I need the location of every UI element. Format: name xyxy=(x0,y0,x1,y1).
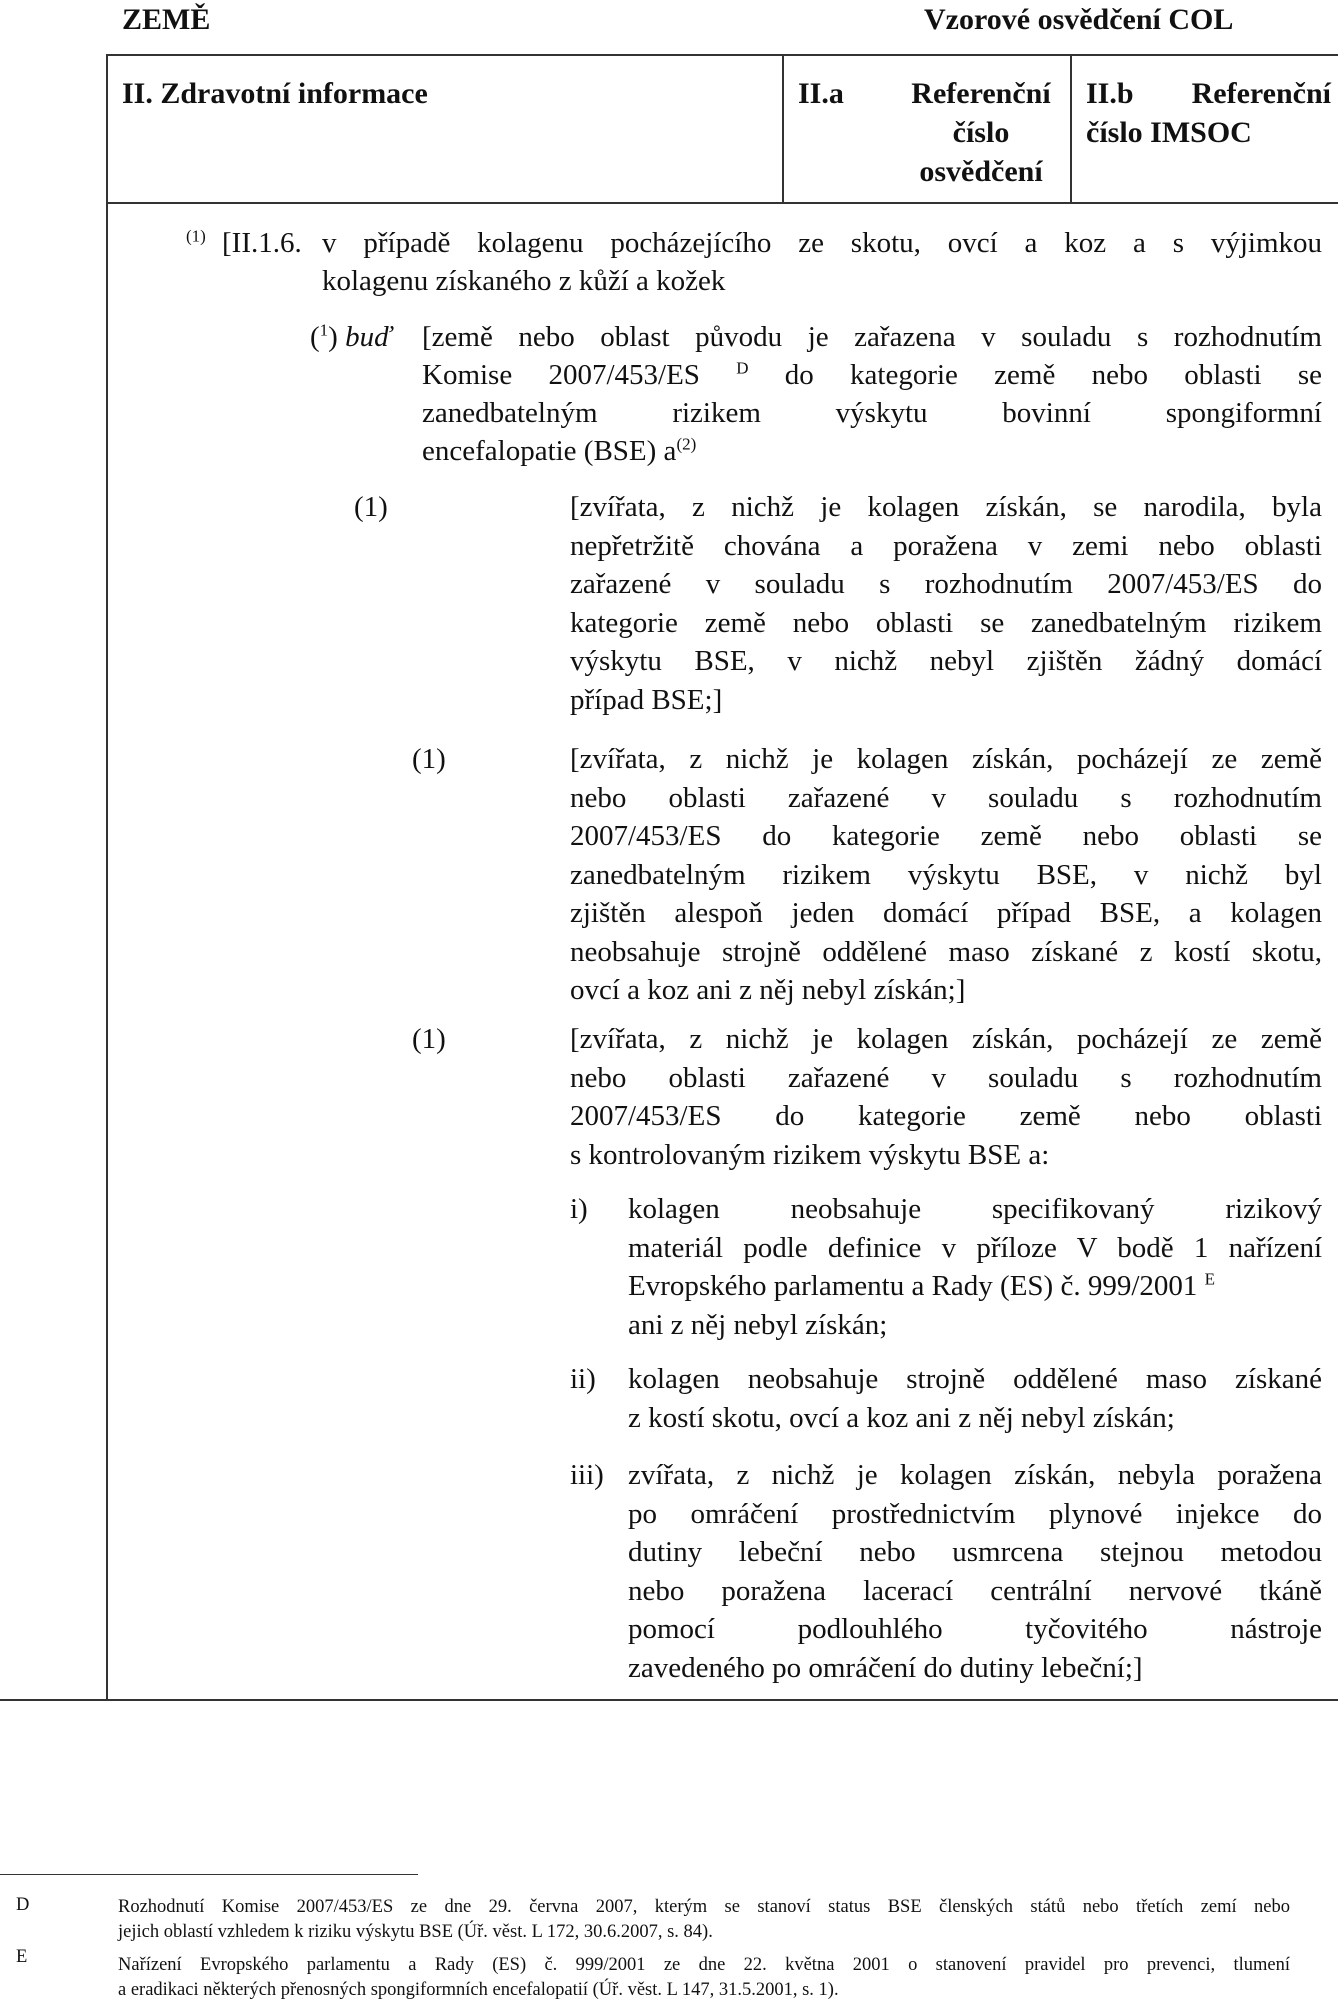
box-bottom-rule xyxy=(0,1699,1338,1701)
either-line: Komise 2007/453/ES $^D$ do kategorie země nebo oblasti se xyxy=(422,358,1322,391)
clause-ref-sup: (1) xyxy=(186,226,206,246)
option-ref: (1) xyxy=(412,1023,446,1055)
footnote-marker: D xyxy=(16,1895,30,1915)
box-left-border xyxy=(106,54,108,1700)
clause-number: [II.1.6. xyxy=(222,227,302,259)
either-word: buď xyxy=(345,321,392,353)
footnote-ref-2: (2) xyxy=(676,434,697,454)
col-a-code: II.a xyxy=(798,77,844,110)
footnote-separator xyxy=(0,1874,418,1875)
subitem-label: ii) xyxy=(570,1363,596,1395)
header-top-rule xyxy=(106,54,1338,56)
model-certificate-title: Vzorové osvědčení COL xyxy=(924,3,1234,36)
option-text: [zvířata, z nichž je kolagen získán, se narodila, byla nepřetržitě chována a poražena v zemi nebo oblasti zařazené v souladu s rozhodnutím 2007/453/ES do kategorie země nebo oblasti se zanedbatelným rizikem výskytu BSE, v nichž nebyl zjištěn žádný domácí případ BSE;] xyxy=(570,491,1322,716)
either-line: encefalopatie (BSE) $a^{(2)}$ xyxy=(422,434,697,467)
either-line: zanedbatelným rizikem výskytu bovinní spongiformní xyxy=(422,397,1322,429)
col-a-label: Referenční číslo osvědčení xyxy=(911,77,1051,188)
option-ref: (1) xyxy=(412,743,446,775)
either-line: [země nebo oblast původu je zařazena v souladu s rozhodnutím xyxy=(422,321,1322,353)
option-text: [zvířata, z nichž je kolagen získán, pocházejí ze země nebo oblasti zařazené v souladu s rozhodnutím 2007/453/ES do kategorie země nebo oblasti s kontrolovaným rizikem výskytu BSE a: xyxy=(570,1023,1322,1171)
footnote-ref-e: E xyxy=(1204,1269,1216,1289)
subitem-text: zvířata, z nichž je kolagen získán, nebyla poražena po omráčení prostřednictvím plynové injekce do dutiny lebeční nebo usmrcena stejnou metodou nebo poražena lacerací centrální nervové tkáně pomocí podlouhlého tyčovitého nástroje zavedeného po omráčení do dutiny lebeční;] xyxy=(628,1459,1322,1684)
either-ref: ($^1$) buď xyxy=(310,320,392,353)
subitem-text: kolagen neobsahuje strojně oddělené maso získané z kostí skotu, ovcí a koz ani z něj nebyl získán; xyxy=(628,1363,1322,1434)
option-ref: (1) xyxy=(354,491,388,523)
header-divider-a xyxy=(782,54,784,203)
country-label: ZEMĚ xyxy=(122,3,211,36)
subitem-label: i) xyxy=(570,1193,588,1225)
footnote-text: Rozhodnutí Komise 2007/453/ES ze dne 29. června 2007, kterým se stanoví status BSE členských států nebo třetích zemí nebo jejich oblastí vzhledem k riziku výskytu BSE (Úř. věst. L 172, 30.6.2007, s. 84). xyxy=(118,1897,1290,1942)
footnote-marker: E xyxy=(16,1947,28,1967)
subitem-label: iii) xyxy=(570,1459,604,1491)
option-text: [zvířata, z nichž je kolagen získán, pocházejí ze země nebo oblasti zařazené v souladu s rozhodnutím 2007/453/ES do kategorie země nebo oblasti se zanedbatelným rizikem výskytu BSE, v nichž byl zjištěn alespoň jeden domácí případ BSE, a kolagen neobsahuje strojně oddělené maso získané z kostí skotu, ovcí a koz ani z něj nebyl získán;] xyxy=(570,743,1322,1006)
clause-text-line: kolagenu získaného z kůží a kožek xyxy=(322,265,726,297)
footnote-ref-d: D xyxy=(736,358,749,378)
clause-text-line: v případě kolagenu pocházejícího ze skotu, ovcí a koz a s výjimkou xyxy=(322,227,1322,259)
clause-ref xyxy=(186,224,206,263)
header-bottom-rule xyxy=(106,202,1338,204)
section-title: II. Zdravotní informace xyxy=(122,77,428,110)
col-b-label xyxy=(1086,74,1331,152)
col-b-text: Referenční číslo IMSOC xyxy=(1086,77,1331,149)
footnote-text: Nařízení Evropského parlamentu a Rady (ES) č. 999/2001 ze dne 22. května 2001 o stanovení pravidel pro prevenci, tlumení a eradikaci některých přenosných spongiformních encefalopatií (Úř. věst. L 147, 31.5.2001, s. 1). xyxy=(118,1955,1290,2000)
subitem-text: kolagen neobsahuje specifikovaný rizikový materiál podle definice v příloze V bodě 1 nařízení Evropského parlamentu a Rady (ES) č. 999/2001 $^E$ ani z něj nebyl získán; xyxy=(628,1193,1322,1341)
col-b-code: II.b xyxy=(1086,77,1134,110)
header-divider-b xyxy=(1070,54,1072,203)
